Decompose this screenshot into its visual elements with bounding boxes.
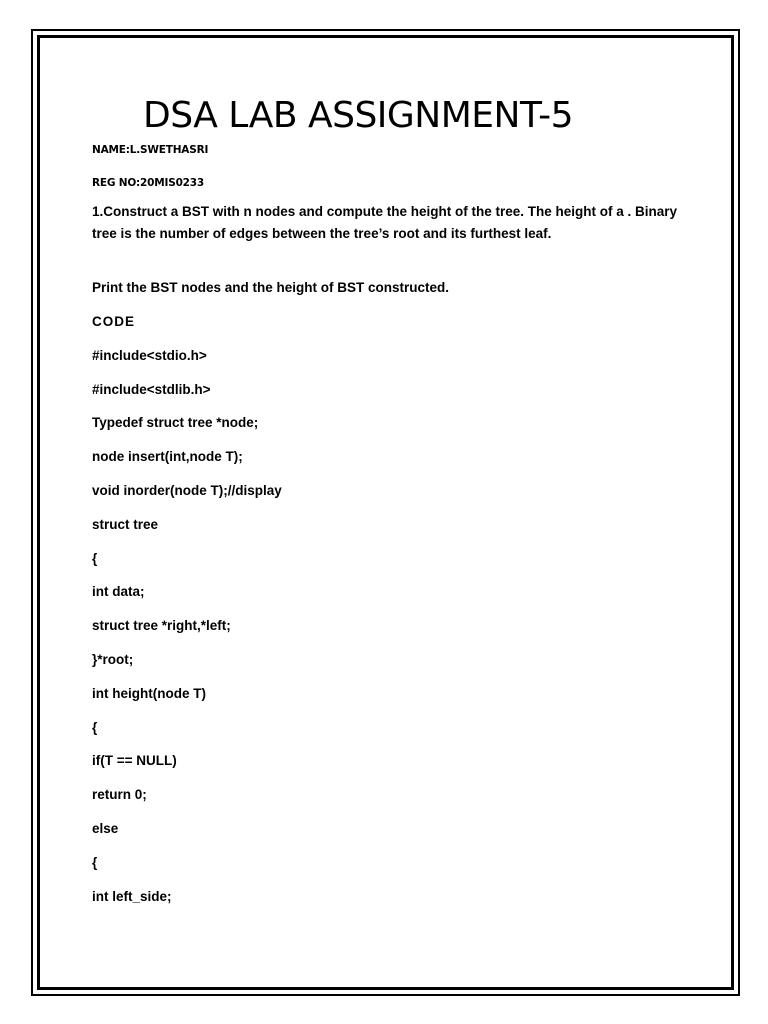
- code-line: if(T == NULL): [92, 753, 177, 768]
- code-line: int data;: [92, 584, 145, 599]
- code-line: Typedef struct tree *node;: [92, 415, 259, 430]
- code-line: }*root;: [92, 652, 134, 667]
- instruction-text: Print the BST nodes and the height of BST constructed.: [92, 280, 450, 295]
- student-name: NAME:L.SWETHASRI: [92, 144, 209, 156]
- code-line: {: [92, 551, 98, 566]
- code-line: else: [92, 821, 119, 836]
- code-line: node insert(int,node T);: [92, 449, 243, 464]
- question-text: 1.Construct a BST with n nodes and compute the height of the tree. The height of a . Binary tree is the number of edges between the tree’s root and its furthest leaf.: [92, 204, 678, 241]
- code-line: struct tree: [92, 517, 159, 532]
- code-line: struct tree *right,*left;: [92, 618, 231, 633]
- code-line: void inorder(node T);//display: [92, 483, 282, 498]
- code-line: {: [92, 855, 98, 870]
- code-line: return 0;: [92, 787, 147, 802]
- code-line: int left_side;: [92, 889, 172, 904]
- document-title: DSA LAB ASSIGNMENT-5: [143, 95, 574, 136]
- code-line: {: [92, 720, 98, 735]
- code-line: #include<stdio.h>: [92, 348, 207, 363]
- code-line: #include<stdlib.h>: [92, 382, 211, 397]
- code-heading: CODE: [92, 314, 136, 329]
- registration-number: REG NO:20MIS0233: [92, 177, 204, 189]
- code-line: int height(node T): [92, 686, 206, 701]
